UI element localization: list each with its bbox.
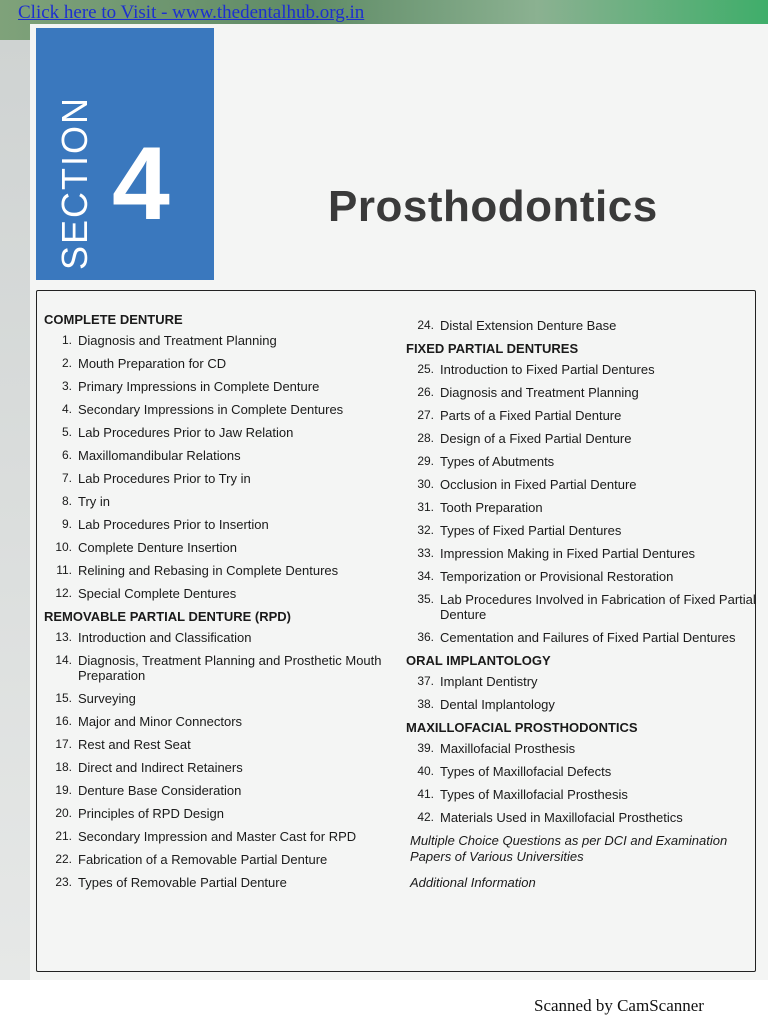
toc-entry bbox=[44, 425, 404, 440]
toc-entry-number: 35. bbox=[417, 592, 434, 606]
toc-entry-title: Secondary Impressions in Complete Dentures bbox=[78, 402, 344, 417]
toc-entry-number: 16. bbox=[55, 714, 72, 728]
toc-entry bbox=[406, 569, 758, 584]
toc-entry-title: Parts of a Fixed Partial Denture bbox=[440, 408, 622, 423]
toc-entry-number: 32. bbox=[417, 523, 434, 537]
toc-entry-number: 29. bbox=[417, 454, 434, 468]
toc-entry-title: Major and Minor Connectors bbox=[78, 714, 243, 729]
toc-entry bbox=[44, 760, 404, 775]
toc-entry bbox=[44, 471, 404, 486]
toc-entry bbox=[406, 431, 758, 446]
toc-entry-number: 37. bbox=[417, 674, 434, 688]
toc-entry bbox=[406, 500, 758, 515]
toc-entry-title: Design of a Fixed Partial Denture bbox=[440, 431, 632, 446]
toc-entry-number: 34. bbox=[417, 569, 434, 583]
toc-entry-title: Types of Abutments bbox=[440, 454, 555, 469]
toc-entry-title: Materials Used in Maxillofacial Prosthetics bbox=[440, 810, 683, 825]
toc-entry bbox=[44, 783, 404, 798]
toc-entry bbox=[406, 810, 758, 825]
toc-entry bbox=[44, 737, 404, 752]
toc-entry-title: Types of Fixed Partial Dentures bbox=[440, 523, 622, 538]
section-label: SECTION bbox=[54, 95, 95, 270]
toc-note: Multiple Choice Questions as per DCI and Examination Papers of Various Universities bbox=[410, 833, 728, 864]
toc-entry-title: Temporization or Provisional Restoration bbox=[440, 569, 674, 584]
toc-entry-number: 18. bbox=[55, 760, 72, 774]
toc-section-heading: MAXILLOFACIAL PROSTHODONTICS bbox=[406, 720, 638, 735]
toc-entry bbox=[406, 764, 758, 779]
toc-entry bbox=[406, 674, 758, 689]
toc-entry-number: 38. bbox=[417, 697, 434, 711]
toc-entry-title: Denture Base Consideration bbox=[78, 783, 242, 798]
toc-entry bbox=[44, 875, 404, 890]
toc-entry-number: 27. bbox=[417, 408, 434, 422]
toc-entry-number: 23. bbox=[55, 875, 72, 889]
toc-entry bbox=[44, 379, 404, 394]
toc-entry-number: 39. bbox=[417, 741, 434, 755]
toc-entry-number: 19. bbox=[55, 783, 72, 797]
toc-entry-number: 13. bbox=[55, 630, 72, 644]
toc-entry bbox=[406, 787, 758, 802]
toc-entry-number: 6. bbox=[61, 448, 72, 462]
toc-entry-title: Fabrication of a Removable Partial Denture bbox=[78, 852, 328, 867]
toc-entry-title: Introduction to Fixed Partial Dentures bbox=[440, 362, 655, 377]
toc-entry bbox=[406, 385, 758, 400]
toc-entry-title: Lab Procedures Prior to Try in bbox=[78, 471, 251, 486]
toc-entry-title: Rest and Rest Seat bbox=[78, 737, 191, 752]
toc-entry bbox=[44, 402, 404, 417]
toc-entry-title: Occlusion in Fixed Partial Denture bbox=[440, 477, 637, 492]
toc-entry bbox=[44, 356, 404, 371]
toc-entry-title: Types of Removable Partial Denture bbox=[78, 875, 287, 890]
toc-entry-number: 17. bbox=[55, 737, 72, 751]
toc-entry-title: Lab Procedures Involved in Fabrication of Fixed Partial Denture bbox=[440, 592, 756, 622]
toc-entry-number: 3. bbox=[61, 379, 72, 393]
toc-entry-title: Complete Denture Insertion bbox=[78, 540, 237, 555]
toc-entry-title: Diagnosis and Treatment Planning bbox=[78, 333, 277, 348]
toc-entry bbox=[406, 546, 758, 561]
toc-entry-number: 31. bbox=[417, 500, 434, 514]
toc-entry bbox=[44, 517, 404, 532]
toc-entry-number: 5. bbox=[61, 425, 72, 439]
toc-entry-title: Lab Procedures Prior to Insertion bbox=[78, 517, 269, 532]
toc-entry-title: Lab Procedures Prior to Jaw Relation bbox=[78, 425, 294, 440]
toc-entry-number: 10. bbox=[55, 540, 72, 554]
toc-entry-title: Diagnosis and Treatment Planning bbox=[440, 385, 639, 400]
toc-entry-number: 12. bbox=[55, 586, 72, 600]
toc-section-heading: FIXED PARTIAL DENTURES bbox=[406, 341, 579, 356]
toc-entry-title: Implant Dentistry bbox=[440, 674, 538, 689]
toc-entry bbox=[44, 653, 404, 683]
toc-entry bbox=[44, 806, 404, 821]
toc-entry bbox=[44, 540, 404, 555]
toc-entry-number: 4. bbox=[61, 402, 72, 416]
toc-entry-title: Cementation and Failures of Fixed Partial Dentures bbox=[440, 630, 736, 645]
toc-entry-title: Impression Making in Fixed Partial Dentures bbox=[440, 546, 696, 561]
toc-entry-number: 26. bbox=[417, 385, 434, 399]
toc-left-column bbox=[44, 312, 404, 898]
scanner-footer: Scanned by CamScanner bbox=[534, 996, 704, 1015]
page-title: Prosthodontics bbox=[328, 182, 658, 231]
toc-note: Additional Information bbox=[410, 875, 536, 890]
toc-entry bbox=[406, 318, 758, 333]
toc-entry-title: Types of Maxillofacial Prosthesis bbox=[440, 787, 628, 802]
toc-entry bbox=[406, 408, 758, 423]
toc-entry-number: 42. bbox=[417, 810, 434, 824]
toc-entry-title: Special Complete Dentures bbox=[78, 586, 237, 601]
toc-entry bbox=[406, 592, 758, 622]
toc-entry-title: Try in bbox=[78, 494, 111, 509]
toc-entry-title: Principles of RPD Design bbox=[78, 806, 224, 821]
toc-entry-number: 11. bbox=[56, 563, 72, 577]
toc-entry-title: Maxillomandibular Relations bbox=[78, 448, 241, 463]
toc-entry bbox=[44, 714, 404, 729]
section-number: 4 bbox=[112, 126, 170, 242]
toc-entry-title: Relining and Rebasing in Complete Dentures bbox=[78, 563, 339, 578]
toc-entry-number: 33. bbox=[417, 546, 434, 560]
toc-entry-title: Mouth Preparation for CD bbox=[78, 356, 227, 371]
toc-right-column bbox=[406, 318, 758, 901]
toc-entry-number: 21. bbox=[55, 829, 72, 843]
toc-entry-number: 20. bbox=[55, 806, 72, 820]
toc-entry bbox=[44, 333, 404, 348]
toc-entry bbox=[406, 697, 758, 712]
toc-entry-number: 9. bbox=[61, 517, 72, 531]
toc-section-heading: COMPLETE DENTURE bbox=[44, 312, 183, 327]
toc-entry bbox=[44, 630, 404, 645]
toc-entry-number: 15. bbox=[55, 691, 72, 705]
toc-entry bbox=[406, 477, 758, 492]
toc-entry bbox=[406, 523, 758, 538]
toc-entry-number: 8. bbox=[61, 494, 72, 508]
toc-entry-title: Direct and Indirect Retainers bbox=[78, 760, 243, 775]
toc-entry-number: 7. bbox=[61, 471, 72, 485]
toc-entry bbox=[44, 563, 404, 578]
toc-entry bbox=[44, 448, 404, 463]
toc-entry bbox=[44, 691, 404, 706]
toc-entry-number: 41. bbox=[417, 787, 434, 801]
toc-entry-title: Maxillofacial Prosthesis bbox=[440, 741, 576, 756]
watermark-link[interactable]: Click here to Visit - www.thedentalhub.org.in bbox=[18, 2, 365, 23]
toc-entry-title: Types of Maxillofacial Defects bbox=[440, 764, 612, 779]
toc-entry bbox=[406, 454, 758, 469]
toc-entry-number: 28. bbox=[417, 431, 434, 445]
toc-section-heading: ORAL IMPLANTOLOGY bbox=[406, 653, 551, 668]
toc-entry-number: 14. bbox=[55, 653, 72, 667]
toc-section-heading: REMOVABLE PARTIAL DENTURE (RPD) bbox=[44, 609, 291, 624]
toc-entry-title: Introduction and Classification bbox=[78, 630, 252, 645]
toc-entry bbox=[406, 741, 758, 756]
toc-entry-title: Tooth Preparation bbox=[440, 500, 543, 515]
toc-entry-number: 25. bbox=[417, 362, 434, 376]
toc-entry-number: 40. bbox=[417, 764, 434, 778]
toc-entry-title: Dental Implantology bbox=[440, 697, 555, 712]
toc-entry bbox=[406, 362, 758, 377]
toc-entry-number: 2. bbox=[61, 356, 72, 370]
toc-entry bbox=[44, 586, 404, 601]
toc-entry bbox=[406, 630, 758, 645]
toc-entry-number: 1. bbox=[61, 333, 72, 347]
toc-entry-number: 30. bbox=[417, 477, 434, 491]
toc-entry-title: Secondary Impression and Master Cast for RPD bbox=[78, 829, 357, 844]
toc-entry-title: Diagnosis, Treatment Planning and Prosthetic Mouth Preparation bbox=[78, 653, 382, 683]
toc-entry bbox=[44, 494, 404, 509]
toc-entry-number: 24. bbox=[417, 318, 434, 332]
toc-entry-title: Surveying bbox=[78, 691, 136, 706]
toc-entry-number: 36. bbox=[417, 630, 434, 644]
toc-entry bbox=[44, 829, 404, 844]
toc-entry-number: 22. bbox=[55, 852, 72, 866]
toc-entry-title: Distal Extension Denture Base bbox=[440, 318, 617, 333]
toc-entry-title: Primary Impressions in Complete Denture bbox=[78, 379, 320, 394]
toc-entry bbox=[44, 852, 404, 867]
